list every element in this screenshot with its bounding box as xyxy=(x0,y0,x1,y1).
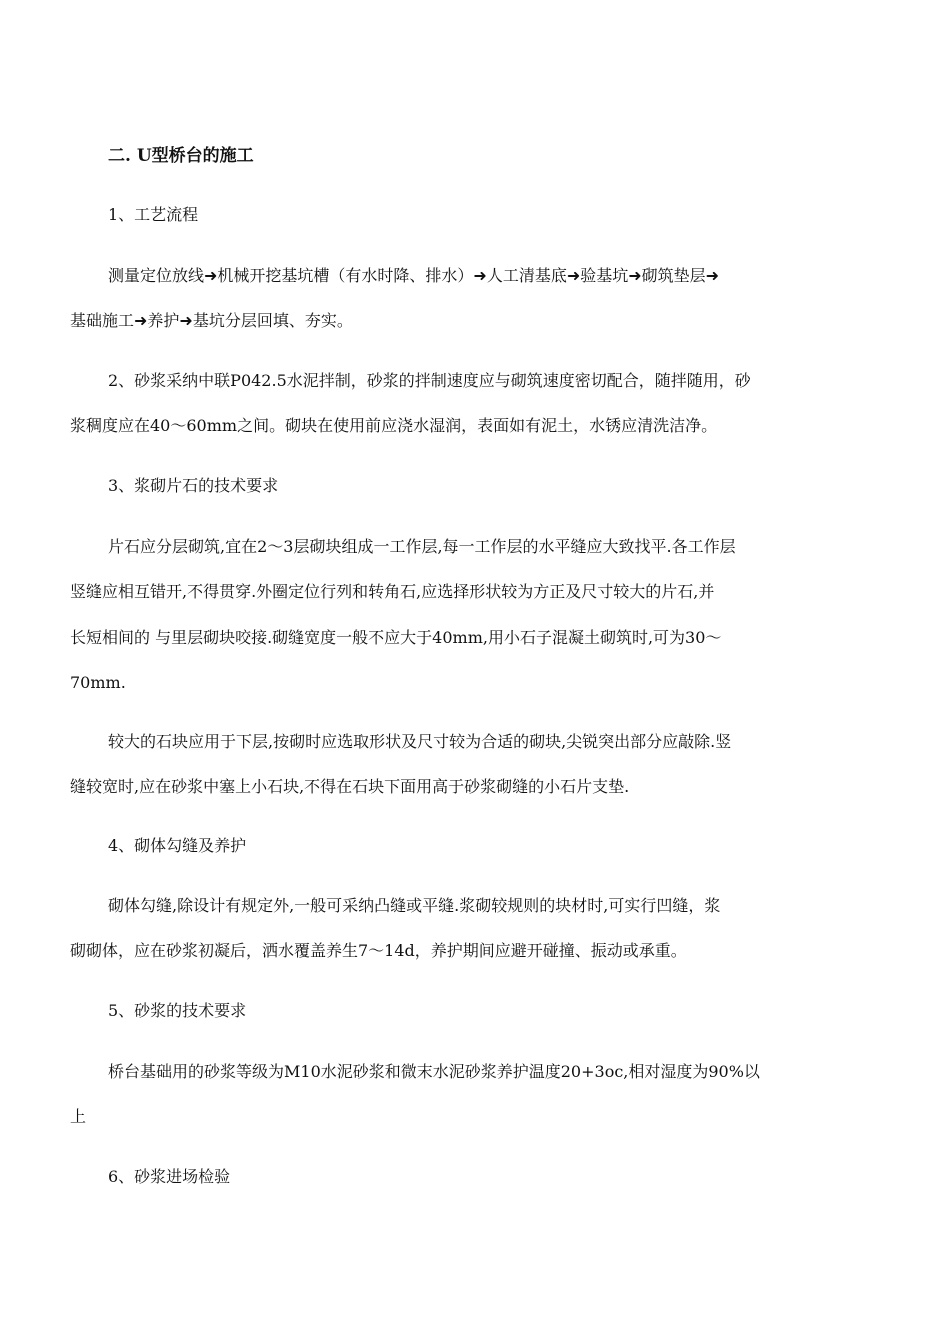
item-heading-inspection: 6、砂浆进场检验 xyxy=(108,1167,231,1186)
paragraph-line: 长短相间的 与里层砌块咬接.砌缝宽度一般不应大于40mm,用小石子混凝土砌筑时,可为30～ xyxy=(70,628,722,647)
paragraph-line: 基础施工➜养护➜基坑分层回填、夯实。 xyxy=(70,311,353,330)
paragraph-line: 较大的石块应用于下层,按砌时应选取形状及尺寸较为合适的砌块,尖锐突出部分应敲除.竖 xyxy=(108,732,732,751)
item-heading-mortar: 5、砂浆的技术要求 xyxy=(108,1001,247,1020)
item-heading-pointing: 4、砌体勾缝及养护 xyxy=(108,836,247,855)
paragraph-line: 竖缝应相互错开,不得贯穿.外圈定位行列和转角石,应选择形状较为方正及尺寸较大的片石,并 xyxy=(70,582,715,601)
section-title: 二. U型桥台的施工 xyxy=(108,146,254,166)
paragraph-line: 砌砌体，应在砂浆初凝后，洒水覆盖养生7～14d，养护期间应避开碰撞、振动或承重。 xyxy=(70,941,687,960)
paragraph-line: 浆稠度应在40～60mm之间。砌块在使用前应浇水湿润，表面如有泥土，水锈应清洗洁净。 xyxy=(70,416,718,435)
paragraph-line: 70mm. xyxy=(70,673,126,692)
paragraph-line: 片石应分层砌筑,宜在2～3层砌块组成一工作层,每一工作层的水平缝应大致找平.各工作层 xyxy=(108,537,736,556)
paragraph-line: 2、砂浆采纳中联P042.5水泥拌制，砂浆的拌制速度应与砌筑速度密切配合，随拌随用，砂 xyxy=(108,371,751,390)
paragraph-line: 缝较宽时,应在砂浆中塞上小石块,不得在石块下面用高于砂浆砌缝的小石片支垫. xyxy=(70,777,630,796)
paragraph-line: 桥台基础用的砂浆等级为M10水泥砂浆和微末水泥砂浆养护温度20+3oc,相对湿度为90%以 xyxy=(108,1062,760,1081)
item-heading-process: 1、工艺流程 xyxy=(108,205,199,224)
item-heading-masonry: 3、浆砌片石的技术要求 xyxy=(108,476,279,495)
paragraph-line: 上 xyxy=(70,1107,87,1126)
paragraph-line: 砌体勾缝,除设计有规定外,一般可采纳凸缝或平缝.浆砌较规则的块材时,可实行凹缝，浆 xyxy=(108,896,721,915)
paragraph-line: 测量定位放线➜机械开挖基坑槽（有水时降、排水）➜人工清基底➜验基坑➜砌筑垫层➜ xyxy=(108,266,720,285)
